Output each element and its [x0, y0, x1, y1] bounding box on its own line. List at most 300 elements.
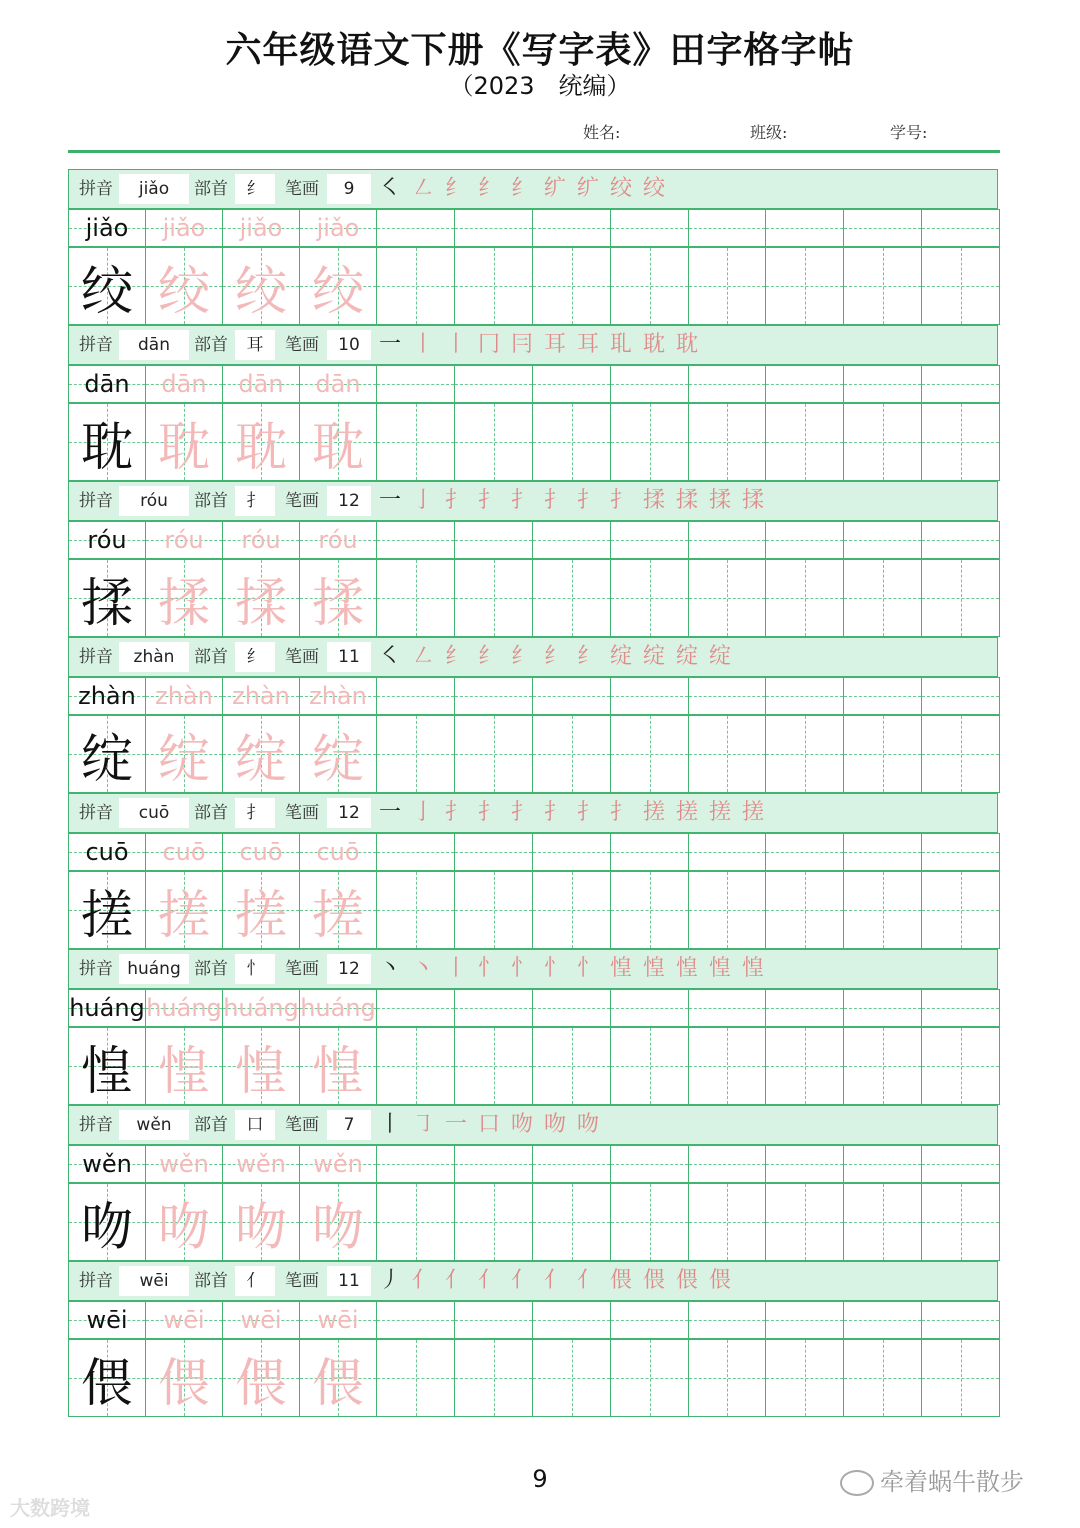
tianzige-cell[interactable] — [688, 715, 766, 793]
tianzige-cell[interactable] — [921, 1183, 1000, 1261]
radical-value: 口 — [235, 1110, 275, 1140]
tianzige-cell[interactable] — [454, 1339, 533, 1417]
tianzige-cell[interactable] — [532, 871, 611, 949]
stroke-step: 绞 — [610, 176, 643, 201]
stroke-step: 丨 — [445, 332, 478, 357]
pinyin-trace: wēi — [317, 1306, 359, 1334]
stroke-count-value: 12 — [327, 798, 371, 828]
stroke-step: 忄 — [577, 956, 610, 981]
pinyin-cell[interactable] — [376, 1301, 455, 1339]
pinyin-cell[interactable] — [688, 365, 766, 403]
pinyin-cell — [299, 209, 377, 247]
pinyin-cell[interactable] — [610, 677, 689, 715]
stroke-step: 忄 — [511, 956, 544, 981]
pinyin-cell[interactable] — [532, 521, 611, 559]
pinyin-model: dān — [84, 370, 130, 398]
stroke-count-label: 笔画 — [285, 491, 319, 511]
pinyin-label: 拼音 — [79, 1115, 113, 1135]
character-trace: 揉 — [157, 573, 210, 634]
stroke-step: 扌 — [544, 800, 577, 825]
character-trace: 偎 — [234, 1353, 287, 1414]
stroke-step: 纩 — [577, 176, 610, 201]
character-model: 吻 — [80, 1197, 133, 1258]
tianzige-cell — [222, 403, 300, 481]
pinyin-cell[interactable] — [532, 209, 611, 247]
character-entry — [68, 1261, 1000, 1417]
pinyin-cell[interactable] — [843, 989, 922, 1027]
pinyin-cell[interactable] — [843, 677, 922, 715]
entry-header — [68, 1261, 998, 1301]
pinyin-cell[interactable] — [765, 1145, 844, 1183]
radical-value: 纟 — [235, 642, 275, 672]
tianzige-cell[interactable] — [376, 871, 455, 949]
stroke-step: 惶 — [610, 956, 643, 981]
pinyin-value: zhàn — [119, 642, 189, 672]
stroke-step: 纩 — [544, 176, 577, 201]
pinyin-cell — [299, 521, 377, 559]
pinyin-cell — [68, 833, 146, 871]
tianzige-cell[interactable] — [532, 559, 611, 637]
stroke-step: 纟 — [445, 644, 478, 669]
pinyin-model: cuō — [85, 838, 129, 866]
pinyin-cell[interactable] — [610, 1301, 689, 1339]
tianzige-cell[interactable] — [532, 715, 611, 793]
pinyin-cell[interactable] — [765, 1301, 844, 1339]
tianzige-cell — [299, 403, 377, 481]
pinyin-cell — [222, 209, 300, 247]
pinyin-label: 拼音 — [79, 647, 113, 667]
stroke-step: ㇛ — [379, 644, 412, 669]
pinyin-cell — [68, 365, 146, 403]
stroke-order-sequence — [379, 794, 766, 832]
pinyin-cell[interactable] — [610, 989, 689, 1027]
pinyin-cell[interactable] — [454, 1301, 533, 1339]
tianzige-cell[interactable] — [454, 715, 533, 793]
pinyin-cell — [145, 677, 223, 715]
pinyin-cell[interactable] — [921, 989, 1000, 1027]
watermark-left: 大数跨境 — [10, 1496, 90, 1520]
tianzige-cell[interactable] — [532, 403, 611, 481]
pinyin-model: huáng — [69, 994, 145, 1022]
pinyin-label: 拼音 — [79, 491, 113, 511]
tianzige-cell[interactable] — [610, 871, 689, 949]
tianzige-cell[interactable] — [921, 1339, 1000, 1417]
pinyin-cell[interactable] — [532, 833, 611, 871]
character-entry — [68, 325, 1000, 481]
pinyin-model: jiǎo — [85, 214, 129, 242]
pinyin-value: cuō — [119, 798, 189, 828]
pinyin-cell[interactable] — [454, 365, 533, 403]
pinyin-trace: huáng — [223, 994, 299, 1022]
stroke-order-sequence — [379, 1106, 601, 1144]
tianzige-cell[interactable] — [610, 715, 689, 793]
stroke-step: 耽 — [643, 332, 676, 357]
pinyin-cell[interactable] — [688, 209, 766, 247]
stroke-step: ㇛ — [379, 176, 412, 201]
tianzige-cell[interactable] — [610, 403, 689, 481]
entry-header — [68, 949, 998, 989]
character-trace: 搓 — [157, 885, 210, 946]
pinyin-trace: jiǎo — [239, 214, 283, 242]
stroke-step: 耳 — [577, 332, 610, 357]
tianzige-cell[interactable] — [454, 1183, 533, 1261]
character-trace: 耽 — [234, 417, 287, 478]
tianzige-cell[interactable] — [532, 1183, 611, 1261]
entry-header — [68, 793, 998, 833]
stroke-step: 吻 — [544, 1112, 577, 1137]
stroke-step: 丨 — [412, 332, 445, 357]
tianzige-cell — [145, 247, 223, 325]
tianzige-cell[interactable] — [843, 403, 922, 481]
character-trace: 绽 — [157, 729, 210, 790]
tianzige-cell[interactable] — [376, 715, 455, 793]
pinyin-value: dān — [119, 330, 189, 360]
tianzige-cell — [68, 1183, 146, 1261]
wechat-icon — [840, 1470, 874, 1496]
pinyin-cell[interactable] — [688, 833, 766, 871]
stroke-count-value: 7 — [327, 1110, 371, 1140]
pinyin-cell — [145, 1301, 223, 1339]
tianzige-cell[interactable] — [765, 1027, 844, 1105]
stroke-step: 一 — [445, 1112, 478, 1137]
pinyin-trace: dān — [161, 370, 207, 398]
pinyin-cell[interactable] — [532, 677, 611, 715]
tianzige-cell[interactable] — [843, 715, 922, 793]
tianzige-cell[interactable] — [765, 559, 844, 637]
character-model: 偎 — [80, 1353, 133, 1414]
pinyin-trace: cuō — [316, 838, 360, 866]
pinyin-cell — [222, 521, 300, 559]
pinyin-cell[interactable] — [376, 833, 455, 871]
tianzige-cell — [299, 871, 377, 949]
tianzige-cell[interactable] — [765, 871, 844, 949]
tianzige-cell[interactable] — [376, 1183, 455, 1261]
pinyin-cell[interactable] — [765, 677, 844, 715]
tianzige-cell — [68, 871, 146, 949]
pinyin-cell[interactable] — [376, 365, 455, 403]
radical-label: 部首 — [194, 335, 228, 355]
pinyin-cell[interactable] — [688, 1301, 766, 1339]
tianzige-cell[interactable] — [532, 1339, 611, 1417]
pinyin-cell[interactable] — [376, 677, 455, 715]
character-trace: 偎 — [311, 1353, 364, 1414]
pinyin-cell[interactable] — [843, 1145, 922, 1183]
stroke-step: 亻 — [445, 1268, 478, 1293]
tianzige-cell[interactable] — [921, 715, 1000, 793]
character-model: 耽 — [80, 417, 133, 478]
stroke-step: 丶 — [412, 956, 445, 981]
character-trace: 吻 — [234, 1197, 287, 1258]
pinyin-cell[interactable] — [610, 209, 689, 247]
pinyin-cell — [222, 365, 300, 403]
tianzige-cell[interactable] — [843, 1183, 922, 1261]
pinyin-cell[interactable] — [921, 521, 1000, 559]
pinyin-trace: róu — [241, 526, 281, 554]
tianzige-cell[interactable] — [532, 1027, 611, 1105]
character-model: 揉 — [80, 573, 133, 634]
pinyin-model: wēi — [86, 1306, 128, 1334]
tianzige-cell[interactable] — [843, 559, 922, 637]
tianzige-cell[interactable] — [765, 247, 844, 325]
stroke-step: 亅 — [412, 800, 445, 825]
stroke-step: 丶 — [379, 956, 412, 981]
pinyin-cell[interactable] — [921, 677, 1000, 715]
pinyin-cell[interactable] — [376, 1145, 455, 1183]
tianzige-cell — [222, 715, 300, 793]
tianzige-cell[interactable] — [843, 1339, 922, 1417]
tianzige-cell[interactable] — [454, 247, 533, 325]
tianzige-cell[interactable] — [843, 247, 922, 325]
tianzige-cell[interactable] — [688, 1183, 766, 1261]
tianzige-cell[interactable] — [921, 247, 1000, 325]
tianzige-cell — [299, 1339, 377, 1417]
pinyin-trace: cuō — [239, 838, 283, 866]
pinyin-cell[interactable] — [921, 1301, 1000, 1339]
pinyin-cell[interactable] — [376, 989, 455, 1027]
tianzige-cell — [222, 1027, 300, 1105]
page-number: 9 — [532, 1465, 548, 1493]
pinyin-cell — [145, 989, 223, 1027]
tianzige-cell — [222, 1183, 300, 1261]
pinyin-cell[interactable] — [532, 989, 611, 1027]
page-subtitle: （2023 统编） — [449, 72, 631, 100]
pinyin-cell[interactable] — [688, 989, 766, 1027]
stroke-step: 偎 — [610, 1268, 643, 1293]
pinyin-cell[interactable] — [843, 365, 922, 403]
radical-label: 部首 — [194, 179, 228, 199]
pinyin-label: 拼音 — [79, 959, 113, 979]
character-model: 绞 — [80, 261, 133, 322]
pinyin-cell[interactable] — [610, 833, 689, 871]
stroke-step: 忄 — [478, 956, 511, 981]
tianzige-cell[interactable] — [610, 559, 689, 637]
pinyin-cell[interactable] — [843, 1301, 922, 1339]
pinyin-cell[interactable] — [765, 209, 844, 247]
stroke-count-label: 笔画 — [285, 1271, 319, 1291]
stroke-step: 亻 — [478, 1268, 511, 1293]
stroke-count-value: 10 — [327, 330, 371, 360]
tianzige-cell — [222, 1339, 300, 1417]
tianzige-cell[interactable] — [610, 1183, 689, 1261]
pinyin-cell[interactable] — [765, 989, 844, 1027]
pinyin-cell — [68, 209, 146, 247]
pinyin-cell — [222, 1145, 300, 1183]
pinyin-cell[interactable] — [688, 521, 766, 559]
pinyin-cell[interactable] — [376, 521, 455, 559]
tianzige-cell[interactable] — [454, 403, 533, 481]
stroke-step: 绽 — [643, 644, 676, 669]
pinyin-cell[interactable] — [454, 677, 533, 715]
pinyin-cell[interactable] — [610, 1145, 689, 1183]
stroke-step: 亻 — [544, 1268, 577, 1293]
stroke-step: 亻 — [577, 1268, 610, 1293]
pinyin-cell[interactable] — [688, 1145, 766, 1183]
pinyin-value: huáng — [119, 954, 189, 984]
tianzige-cell[interactable] — [688, 1339, 766, 1417]
pinyin-cell[interactable] — [454, 1145, 533, 1183]
pinyin-cell[interactable] — [454, 209, 533, 247]
pinyin-cell[interactable] — [921, 833, 1000, 871]
pinyin-cell[interactable] — [454, 833, 533, 871]
character-trace: 惶 — [311, 1041, 364, 1102]
pinyin-cell[interactable] — [843, 209, 922, 247]
character-entry — [68, 637, 1000, 793]
stroke-step: 扌 — [577, 488, 610, 513]
stroke-step: 一 — [379, 332, 412, 357]
stroke-step: 揉 — [676, 488, 709, 513]
tianzige-cell[interactable] — [610, 247, 689, 325]
stroke-step: 搓 — [742, 800, 767, 825]
pinyin-cell — [68, 1301, 146, 1339]
pinyin-cell — [145, 365, 223, 403]
tianzige-cell[interactable] — [688, 871, 766, 949]
pinyin-cell[interactable] — [921, 365, 1000, 403]
tianzige-cell[interactable] — [843, 871, 922, 949]
pinyin-label: 拼音 — [79, 179, 113, 199]
tianzige-cell[interactable] — [921, 1027, 1000, 1105]
tianzige-cell[interactable] — [376, 403, 455, 481]
tianzige-cell[interactable] — [610, 1027, 689, 1105]
pinyin-cell — [145, 521, 223, 559]
tianzige-cell[interactable] — [921, 559, 1000, 637]
entry-header — [68, 169, 998, 209]
tianzige-cell[interactable] — [765, 1183, 844, 1261]
tianzige-cell — [145, 871, 223, 949]
pinyin-cell[interactable] — [688, 677, 766, 715]
tianzige-cell — [145, 1027, 223, 1105]
stroke-step: 绽 — [676, 644, 709, 669]
stroke-step: 扌 — [445, 800, 478, 825]
pinyin-cell — [299, 1301, 377, 1339]
watermark-right-text: 牵着蜗牛散步 — [880, 1468, 1024, 1496]
tianzige-cell[interactable] — [765, 1339, 844, 1417]
tianzige-cell[interactable] — [688, 1027, 766, 1105]
tianzige-cell[interactable] — [454, 871, 533, 949]
pinyin-cell[interactable] — [532, 365, 611, 403]
tianzige-cell[interactable] — [921, 871, 1000, 949]
radical-value: 耳 — [235, 330, 275, 360]
pinyin-cell[interactable] — [532, 1301, 611, 1339]
tianzige-cell[interactable] — [688, 247, 766, 325]
tianzige-cell[interactable] — [921, 403, 1000, 481]
pinyin-cell — [222, 833, 300, 871]
pinyin-cell — [145, 833, 223, 871]
pinyin-cell[interactable] — [610, 365, 689, 403]
name-label: 姓名: — [583, 123, 621, 142]
tianzige-cell[interactable] — [376, 247, 455, 325]
tianzige-cell[interactable] — [610, 1339, 689, 1417]
stroke-step: 纟 — [478, 176, 511, 201]
pinyin-cell[interactable] — [765, 833, 844, 871]
stroke-count-value: 12 — [327, 486, 371, 516]
pinyin-model: zhàn — [78, 682, 136, 710]
pinyin-cell[interactable] — [843, 833, 922, 871]
stroke-step: 纟 — [511, 644, 544, 669]
stroke-step: 偎 — [709, 1268, 734, 1293]
tianzige-cell[interactable] — [376, 1339, 455, 1417]
pinyin-trace: zhàn — [155, 682, 213, 710]
pinyin-trace: huáng — [300, 994, 376, 1022]
stroke-step: 扌 — [511, 800, 544, 825]
pinyin-cell[interactable] — [765, 365, 844, 403]
pinyin-cell[interactable] — [843, 521, 922, 559]
pinyin-trace: jiǎo — [316, 214, 360, 242]
pinyin-cell — [299, 365, 377, 403]
tianzige-cell[interactable] — [454, 1027, 533, 1105]
tianzige-cell[interactable] — [843, 1027, 922, 1105]
radical-label: 部首 — [194, 803, 228, 823]
pinyin-trace: wěn — [236, 1150, 286, 1178]
student-number-label: 学号: — [890, 123, 928, 142]
character-model: 搓 — [80, 885, 133, 946]
tianzige-cell — [299, 1027, 377, 1105]
stroke-step: 纟 — [445, 176, 478, 201]
tianzige-cell[interactable] — [688, 403, 766, 481]
character-model: 绽 — [80, 729, 133, 790]
stroke-step: 揉 — [709, 488, 742, 513]
pinyin-cell[interactable] — [765, 521, 844, 559]
tianzige-cell[interactable] — [376, 559, 455, 637]
pinyin-cell[interactable] — [921, 209, 1000, 247]
pinyin-cell[interactable] — [921, 1145, 1000, 1183]
pinyin-trace: zhàn — [232, 682, 290, 710]
pinyin-model: wěn — [82, 1150, 132, 1178]
stroke-step: 忄 — [544, 956, 577, 981]
radical-value: 纟 — [235, 174, 275, 204]
pinyin-value: róu — [119, 486, 189, 516]
stroke-step: 搓 — [643, 800, 676, 825]
character-trace: 吻 — [311, 1197, 364, 1258]
pinyin-trace: dān — [315, 370, 361, 398]
page-title: 六年级语文下册《写字表》田字格字帖 — [225, 30, 855, 71]
pinyin-cell[interactable] — [454, 521, 533, 559]
character-trace: 绽 — [311, 729, 364, 790]
tianzige-cell — [299, 715, 377, 793]
pinyin-cell — [299, 1145, 377, 1183]
character-trace: 绞 — [234, 261, 287, 322]
pinyin-trace: huáng — [146, 994, 222, 1022]
character-entry — [68, 1105, 1000, 1261]
character-trace: 搓 — [311, 885, 364, 946]
pinyin-cell[interactable] — [454, 989, 533, 1027]
pinyin-model: róu — [87, 526, 127, 554]
tianzige-cell[interactable] — [765, 715, 844, 793]
entry-header — [68, 1105, 998, 1145]
pinyin-cell[interactable] — [376, 209, 455, 247]
stroke-step: 揉 — [643, 488, 676, 513]
pinyin-cell — [145, 209, 223, 247]
entry-header — [68, 325, 998, 365]
radical-value: 扌 — [235, 486, 275, 516]
tianzige-cell — [299, 559, 377, 637]
tianzige-cell[interactable] — [688, 559, 766, 637]
pinyin-cell[interactable] — [610, 521, 689, 559]
character-trace: 揉 — [311, 573, 364, 634]
tianzige-cell[interactable] — [765, 403, 844, 481]
stroke-step: 绞 — [643, 176, 668, 201]
tianzige-cell[interactable] — [532, 247, 611, 325]
radical-label: 部首 — [194, 491, 228, 511]
tianzige-cell[interactable] — [376, 1027, 455, 1105]
pinyin-cell — [222, 1301, 300, 1339]
pinyin-cell[interactable] — [532, 1145, 611, 1183]
radical-label: 部首 — [194, 1115, 228, 1135]
stroke-step: 扌 — [478, 488, 511, 513]
tianzige-cell[interactable] — [454, 559, 533, 637]
stroke-step: 丿 — [379, 1268, 412, 1293]
radical-label: 部首 — [194, 1271, 228, 1291]
tianzige-cell — [68, 559, 146, 637]
